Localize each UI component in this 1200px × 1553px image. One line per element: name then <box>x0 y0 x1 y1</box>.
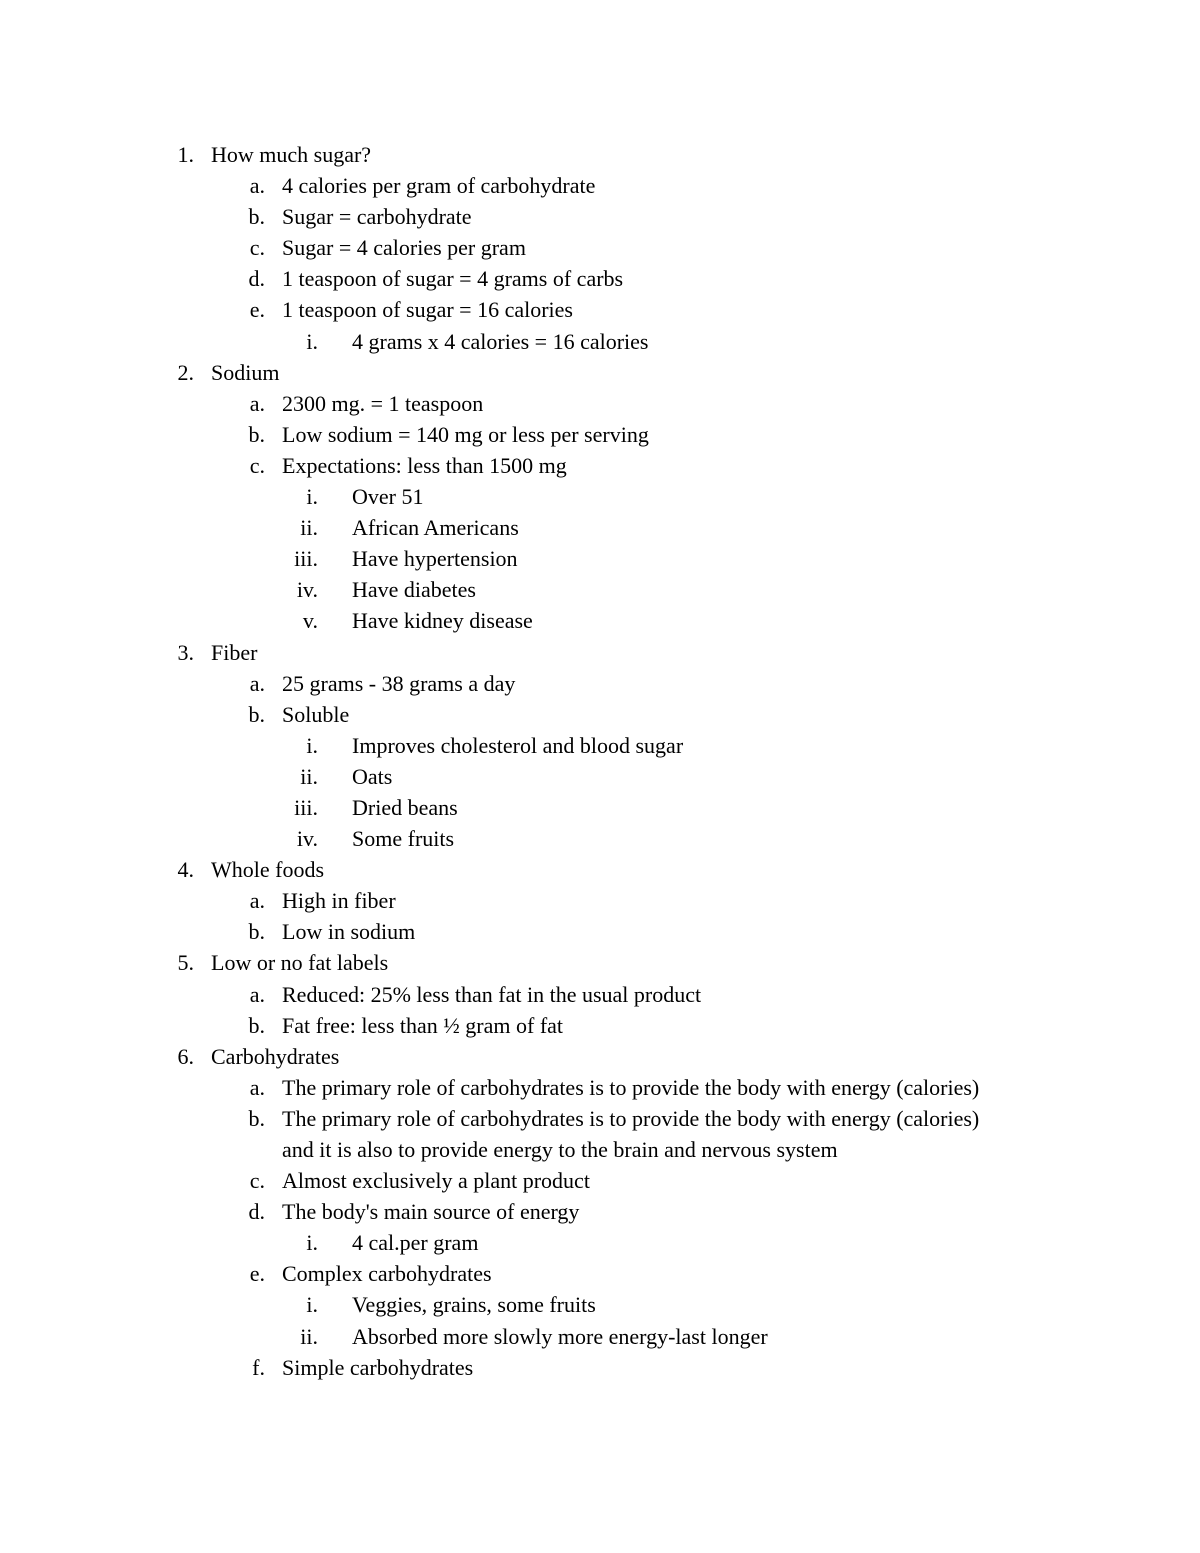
list-item-text: Low in sodium <box>282 919 416 945</box>
list-item <box>0 761 1200 792</box>
list-item <box>0 1010 1200 1041</box>
list-marker: 4. <box>177 857 194 883</box>
list-item-text: Some fruits <box>352 826 455 852</box>
list-marker: 3. <box>177 639 194 665</box>
list-item <box>0 1289 1200 1320</box>
list-item <box>0 1352 1200 1383</box>
list-item <box>0 574 1200 605</box>
list-item <box>0 1196 1200 1227</box>
list-item-text: The body's main source of energy <box>282 1199 580 1225</box>
list-marker: i. <box>306 1292 318 1318</box>
list-item-text: Carbohydrates <box>211 1043 340 1069</box>
list-item <box>0 512 1200 543</box>
list-item <box>0 1165 1200 1196</box>
list-item-text: The primary role of carbohydrates is to provide the body with energy (calories) <box>282 1074 980 1100</box>
list-item-text: 2300 mg. = 1 teaspoon <box>282 390 484 416</box>
list-item <box>0 357 1200 388</box>
list-marker: b. <box>248 1105 265 1131</box>
list-item <box>0 388 1200 419</box>
list-item-text: High in fiber <box>282 888 396 914</box>
list-item <box>0 139 1200 170</box>
list-item <box>0 543 1200 574</box>
list-marker: d. <box>248 1199 265 1225</box>
list-item-text: Have diabetes <box>352 577 476 603</box>
list-marker: e. <box>249 297 265 323</box>
list-item-text: Soluble <box>282 701 350 727</box>
list-marker: f. <box>252 1354 265 1380</box>
list-item <box>0 854 1200 885</box>
list-item <box>0 1103 1200 1134</box>
list-item-text: Veggies, grains, some fruits <box>352 1292 596 1318</box>
list-item-text: 4 grams x 4 calories = 16 calories <box>352 328 649 354</box>
list-marker: b. <box>248 421 265 447</box>
list-marker: v. <box>302 608 318 634</box>
list-item-text: Simple carbohydrates <box>282 1354 474 1380</box>
list-marker: iii. <box>294 794 318 820</box>
list-marker: 2. <box>177 359 194 385</box>
list-item-text: Sugar = carbohydrate <box>282 204 472 230</box>
list-item-text: Fiber <box>211 639 258 665</box>
list-marker: c. <box>249 1168 265 1194</box>
list-marker: i. <box>306 732 318 758</box>
list-item-text: Have hypertension <box>352 546 518 572</box>
list-item <box>0 979 1200 1010</box>
list-marker: i. <box>306 1230 318 1256</box>
list-item <box>0 668 1200 699</box>
list-marker: ii. <box>300 763 318 789</box>
list-item <box>0 730 1200 761</box>
list-item-text: 25 grams - 38 grams a day <box>282 670 516 696</box>
list-item <box>0 1134 1200 1165</box>
list-item-text: Have kidney disease <box>352 608 533 634</box>
list-item <box>0 792 1200 823</box>
list-item <box>0 450 1200 481</box>
list-marker: c. <box>249 452 265 478</box>
list-marker: i. <box>306 328 318 354</box>
list-item <box>0 294 1200 325</box>
list-item-text: Sugar = 4 calories per gram <box>282 235 526 261</box>
list-item <box>0 1227 1200 1258</box>
list-marker: a. <box>249 173 265 199</box>
list-item-text: Low or no fat labels <box>211 950 389 976</box>
list-item-text: Whole foods <box>211 857 325 883</box>
list-item <box>0 916 1200 947</box>
list-item-text: The primary role of carbohydrates is to provide the body with energy (calories) <box>282 1105 980 1131</box>
list-marker: a. <box>249 1074 265 1100</box>
list-item-text: Dried beans <box>352 794 458 820</box>
list-item-text: Reduced: 25% less than fat in the usual product <box>282 981 702 1007</box>
list-item-text: Expectations: less than 1500 mg <box>282 452 567 478</box>
list-marker: iv. <box>296 577 318 603</box>
list-item <box>0 823 1200 854</box>
list-marker: a. <box>249 390 265 416</box>
list-item <box>0 1041 1200 1072</box>
list-item <box>0 232 1200 263</box>
list-marker: c. <box>249 235 265 261</box>
list-item-text: Oats <box>352 763 393 789</box>
list-marker: b. <box>248 1012 265 1038</box>
list-item-text: 1 teaspoon of sugar = 4 grams of carbs <box>282 266 624 292</box>
list-marker: a. <box>249 981 265 1007</box>
list-marker: 5. <box>177 950 194 976</box>
list-item <box>0 605 1200 636</box>
list-item-text: 4 cal.per gram <box>352 1230 479 1256</box>
list-marker: e. <box>249 1261 265 1287</box>
list-item <box>0 419 1200 450</box>
list-item <box>0 947 1200 978</box>
list-item <box>0 885 1200 916</box>
list-item <box>0 699 1200 730</box>
list-marker: d. <box>248 266 265 292</box>
list-marker: iii. <box>294 546 318 572</box>
list-item-text: Complex carbohydrates <box>282 1261 492 1287</box>
list-item <box>0 201 1200 232</box>
list-item <box>0 326 1200 357</box>
outline-list <box>0 139 1200 1383</box>
list-item-text: 4 calories per gram of carbohydrate <box>282 173 596 199</box>
list-item <box>0 481 1200 512</box>
list-item-text: African Americans <box>352 515 519 541</box>
list-item-continuation: and it is also to provide energy to the brain and nervous system <box>282 1137 838 1162</box>
list-marker: b. <box>248 701 265 727</box>
list-item-text: 1 teaspoon of sugar = 16 calories <box>282 297 573 323</box>
list-marker: 1. <box>177 142 194 167</box>
list-item-text: Absorbed more slowly more energy-last longer <box>352 1323 768 1349</box>
list-item-text: Sodium <box>211 359 280 385</box>
list-item <box>0 637 1200 668</box>
list-marker: b. <box>248 919 265 945</box>
list-item-text: Almost exclusively a plant product <box>282 1168 590 1194</box>
list-marker: ii. <box>300 1323 318 1349</box>
list-marker: 6. <box>177 1043 194 1069</box>
list-marker: a. <box>249 888 265 914</box>
list-item-text: Improves cholesterol and blood sugar <box>352 732 684 758</box>
list-item <box>0 1321 1200 1352</box>
list-marker: i. <box>306 484 318 510</box>
list-marker: ii. <box>300 515 318 541</box>
list-marker: iv. <box>296 826 318 852</box>
list-item-text: Low sodium = 140 mg or less per serving <box>282 421 649 447</box>
list-item-text: Over 51 <box>352 484 424 510</box>
list-item-text: Fat free: less than ½ gram of fat <box>282 1012 564 1038</box>
list-item <box>0 263 1200 294</box>
list-item <box>0 1072 1200 1103</box>
list-item-text: How much sugar? <box>211 142 372 167</box>
list-marker: b. <box>248 204 265 230</box>
list-marker: a. <box>249 670 265 696</box>
list-item <box>0 170 1200 201</box>
list-item <box>0 1258 1200 1289</box>
